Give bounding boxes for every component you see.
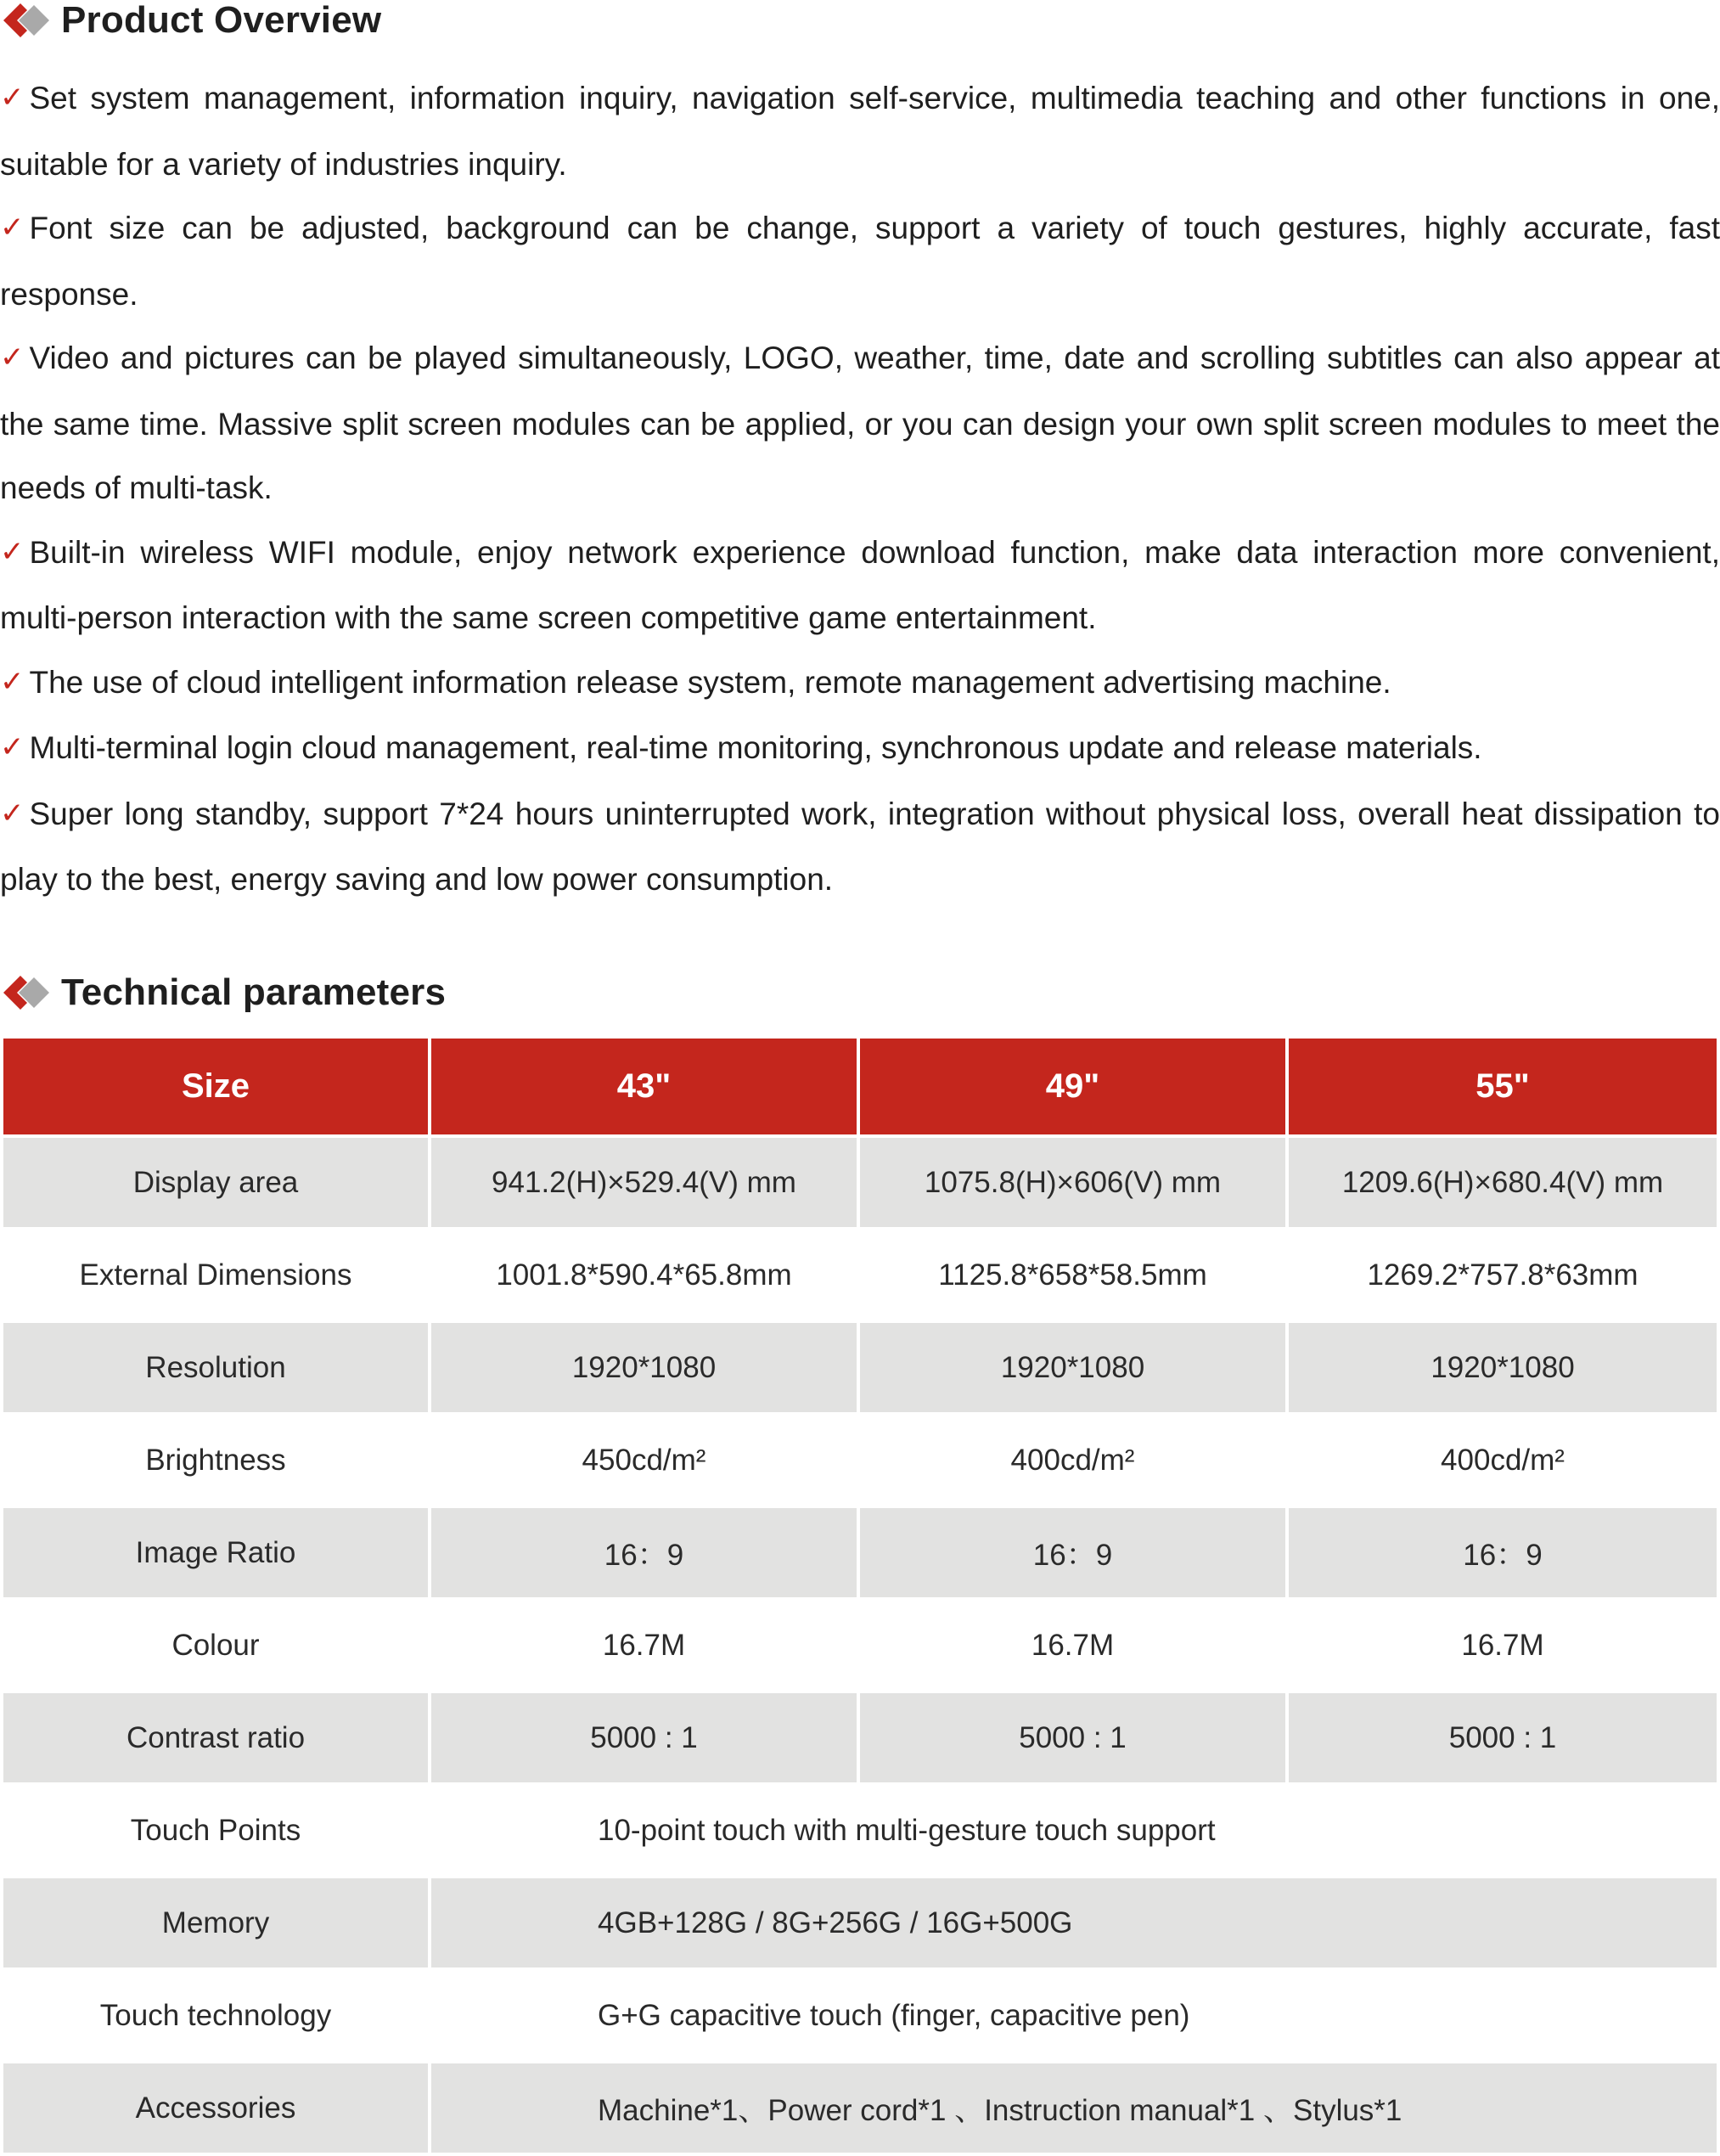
- table-cell: 1209.6(H)×680.4(V) mm: [1289, 1138, 1717, 1230]
- table-cell: 1001.8*590.4*65.8mm: [431, 1230, 860, 1323]
- table-cell: 16.7M: [860, 1601, 1289, 1693]
- table-row: [3, 1971, 1717, 2063]
- column-header-49: 49": [860, 1039, 1289, 1138]
- row-label: Memory: [3, 1878, 431, 1971]
- list-item: ✓ Multi-terminal login cloud management, real-time monitoring, synchronous update and release materials.: [0, 716, 1720, 782]
- list-item: ✓ Built-in wireless WIFI module, enjoy network experience download function, make data interaction more convenient, multi-person interaction with the same screen competitive game entertainment.: [0, 521, 1720, 650]
- table-row: [3, 1601, 1717, 1693]
- table-cell-merged: G+G capacitive touch (finger, capacitive pen): [431, 1971, 1717, 2063]
- list-item: ✓ Super long standby, support 7*24 hours uninterrupted work, integration without physical loss, overall heat dissipation to play to the best, energy saving and low power consumption.: [0, 782, 1720, 912]
- table-cell: 1269.2*757.8*63mm: [1289, 1230, 1717, 1323]
- table-row: [3, 1878, 1717, 1971]
- table-row: [3, 1230, 1717, 1323]
- list-item: ✓ Font size can be adjusted, background can be change, support a variety of touch gestures, highly accurate, fast response.: [0, 196, 1720, 326]
- table-cell-merged: 10-point touch with multi-gesture touch support: [431, 1786, 1717, 1878]
- diamond-icon: [0, 0, 54, 42]
- table-cell: 400cd/m²: [1289, 1416, 1717, 1508]
- section-title: Product Overview: [61, 0, 382, 41]
- table-cell: 16：9: [1289, 1508, 1717, 1601]
- list-item: ✓ Video and pictures can be played simultaneously, LOGO, weather, time, date and scrolling subtitles can also appear at the same time. Massive split screen modules can be applied, or you can design your own split screen modules to meet the needs of multi-task.: [0, 326, 1720, 521]
- row-label: Brightness: [3, 1416, 431, 1508]
- check-icon: ✓: [0, 797, 25, 830]
- row-label: Accessories: [3, 2063, 431, 2156]
- spec-table: [3, 1039, 1717, 2156]
- section-title: Technical parameters: [61, 971, 447, 1013]
- table-row: [3, 1416, 1717, 1508]
- table-cell: 16.7M: [431, 1601, 860, 1693]
- technical-parameters-header: [0, 965, 446, 1020]
- row-label: Touch technology: [3, 1971, 431, 2063]
- table-cell: 16：9: [431, 1508, 860, 1601]
- check-icon: ✓: [0, 665, 25, 698]
- table-cell: 941.2(H)×529.4(V) mm: [431, 1138, 860, 1230]
- table-cell: 5000 : 1: [1289, 1693, 1717, 1786]
- product-overview-header: [0, 0, 381, 48]
- column-header-55: 55": [1289, 1039, 1717, 1138]
- row-label: Resolution: [3, 1323, 431, 1416]
- table-cell: 1125.8*658*58.5mm: [860, 1230, 1289, 1323]
- check-icon: ✓: [0, 341, 25, 374]
- table-row: [3, 2063, 1717, 2156]
- row-label: Image Ratio: [3, 1508, 431, 1601]
- table-cell: 1920*1080: [860, 1323, 1289, 1416]
- table-cell: 5000 : 1: [860, 1693, 1289, 1786]
- table-cell: 1920*1080: [1289, 1323, 1717, 1416]
- list-item: ✓ Set system management, information inquiry, navigation self-service, multimedia teaching and other functions in one, suitable for a variety of industries inquiry.: [0, 66, 1720, 196]
- check-icon: ✓: [0, 731, 25, 763]
- overview-bullet-list: [0, 66, 1720, 912]
- table-cell: 400cd/m²: [860, 1416, 1289, 1508]
- table-row: [3, 1323, 1717, 1416]
- table-cell-merged: Machine*1、Power cord*1 、Instruction manual*1 、Stylus*1: [431, 2063, 1717, 2156]
- table-row: [3, 1138, 1717, 1230]
- table-header-row: [3, 1039, 1717, 1138]
- list-item: ✓ The use of cloud intelligent information release system, remote management advertising machine.: [0, 650, 1720, 717]
- table-row: [3, 1508, 1717, 1601]
- table-cell: 16：9: [860, 1508, 1289, 1601]
- table-cell: 16.7M: [1289, 1601, 1717, 1693]
- row-label: Display area: [3, 1138, 431, 1230]
- table-cell: 450cd/m²: [431, 1416, 860, 1508]
- check-icon: ✓: [0, 82, 25, 114]
- column-header-size: Size: [3, 1039, 431, 1138]
- table-cell: 1075.8(H)×606(V) mm: [860, 1138, 1289, 1230]
- row-label: External Dimensions: [3, 1230, 431, 1323]
- table-row: [3, 1786, 1717, 1878]
- table-cell: 1920*1080: [431, 1323, 860, 1416]
- check-icon: ✓: [0, 535, 25, 568]
- check-icon: ✓: [0, 211, 25, 244]
- row-label: Colour: [3, 1601, 431, 1693]
- table-cell-merged: 4GB+128G / 8G+256G / 16G+500G: [431, 1878, 1717, 1971]
- table-cell: 5000 : 1: [431, 1693, 860, 1786]
- row-label: Touch Points: [3, 1786, 431, 1878]
- diamond-icon: [0, 971, 54, 1015]
- table-row: [3, 1693, 1717, 1786]
- column-header-43: 43": [431, 1039, 860, 1138]
- row-label: Contrast ratio: [3, 1693, 431, 1786]
